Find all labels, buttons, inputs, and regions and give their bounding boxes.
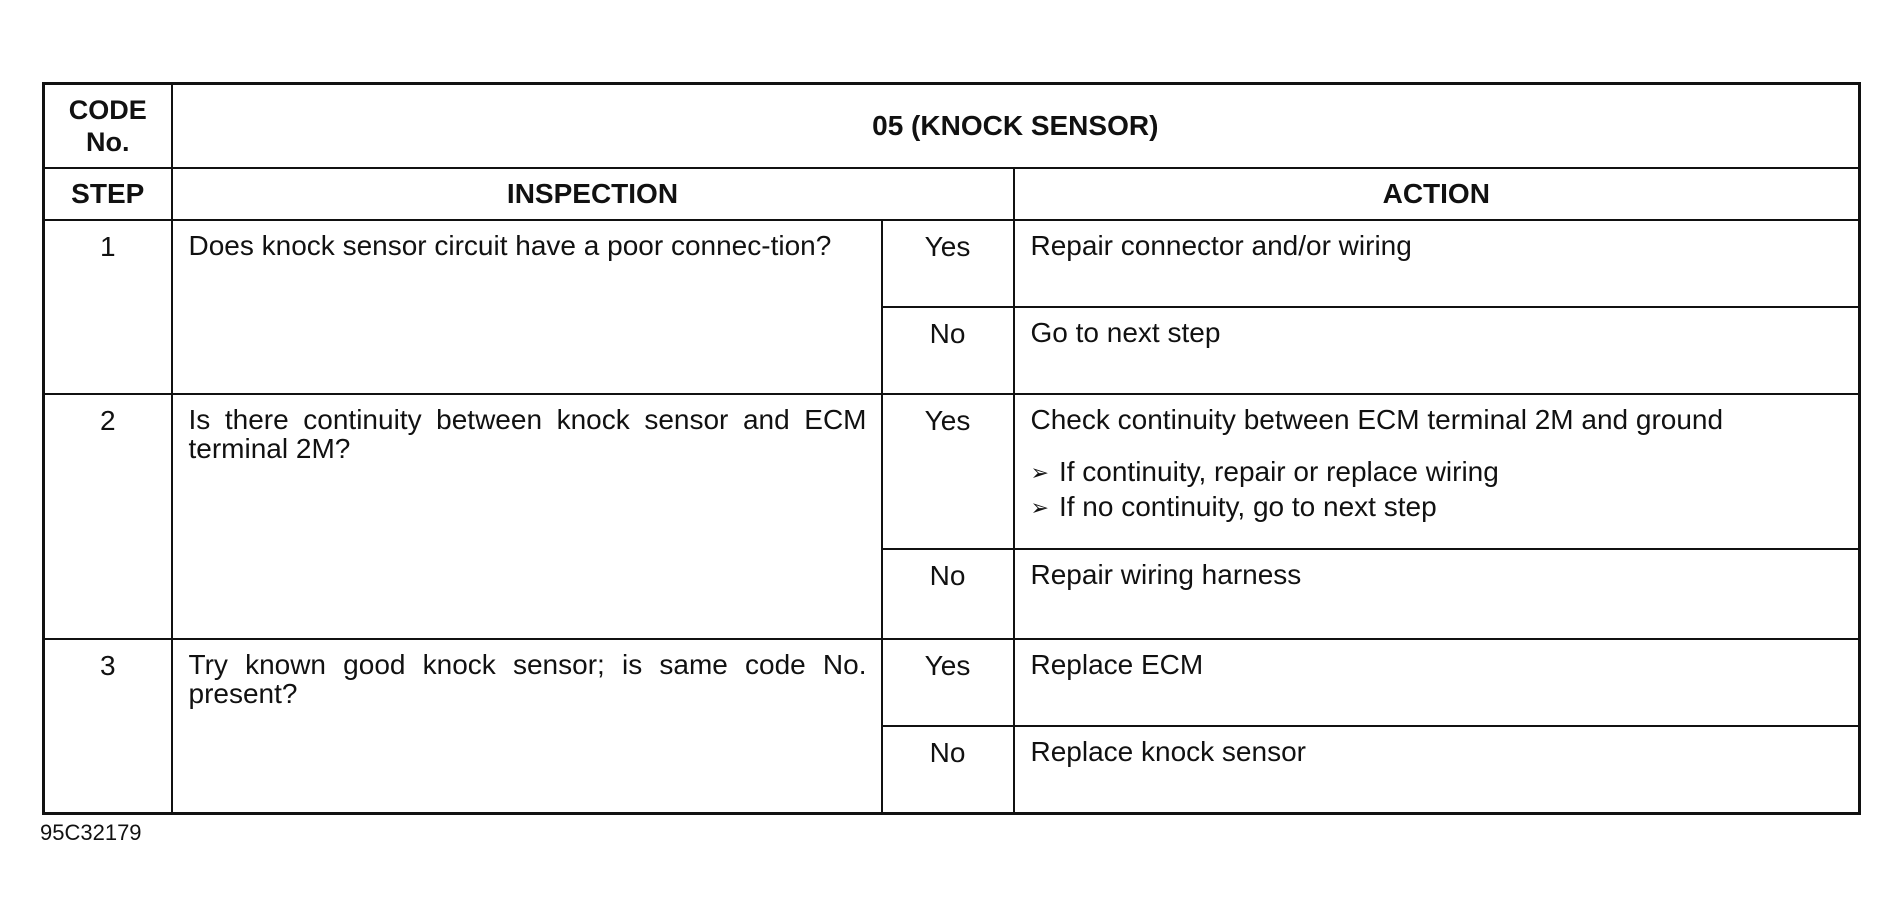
code-no-header xyxy=(44,84,172,169)
diagnostic-table xyxy=(42,82,1861,815)
action-yes-text: Check continuity between ECM terminal 2M and ground xyxy=(1030,404,1724,435)
step-header: STEP xyxy=(44,168,172,220)
answer-yes: Yes xyxy=(882,220,1014,307)
step-number: 2 xyxy=(44,394,172,639)
inspection-question: Try known good knock sensor; is same code No. present? xyxy=(172,639,882,814)
code-label-line1: CODE xyxy=(68,95,147,125)
action-subitem-text: If continuity, repair or replace wiring xyxy=(1058,456,1499,487)
action-no: Go to next step xyxy=(1014,307,1860,394)
answer-yes: Yes xyxy=(882,639,1014,726)
table-row xyxy=(44,639,1860,726)
code-title-text: 05 (KNOCK SENSOR) xyxy=(872,110,1159,141)
column-header-row xyxy=(44,168,1860,220)
step-number: 1 xyxy=(44,220,172,394)
code-title xyxy=(172,84,1860,169)
arrow-right-icon: ➢ xyxy=(1030,495,1049,520)
action-yes: Replace ECM xyxy=(1014,639,1860,726)
answer-no: No xyxy=(882,726,1014,814)
answer-no: No xyxy=(882,549,1014,639)
answer-no: No xyxy=(882,307,1014,394)
action-no: Repair wiring harness xyxy=(1014,549,1860,639)
action-subitem xyxy=(1031,490,1845,525)
table-row xyxy=(44,394,1860,549)
action-no: Replace knock sensor xyxy=(1014,726,1860,814)
code-label-line2: No. xyxy=(86,127,130,157)
answer-yes: Yes xyxy=(882,394,1014,549)
inspection-question: Is there continuity between knock sensor and ECM terminal 2M? xyxy=(172,394,882,639)
action-subitem-text: If no continuity, go to next step xyxy=(1058,491,1437,522)
action-yes: Repair connector and/or wiring xyxy=(1014,220,1860,307)
action-yes xyxy=(1014,394,1860,549)
inspection-header: INSPECTION xyxy=(172,168,1014,220)
figure-id: 95C32179 xyxy=(40,820,142,845)
step-number: 3 xyxy=(44,639,172,814)
arrow-right-icon: ➢ xyxy=(1030,460,1049,485)
action-subitem xyxy=(1031,455,1845,490)
code-row xyxy=(44,84,1860,169)
table-row xyxy=(44,220,1860,307)
action-subitems xyxy=(1031,455,1845,525)
inspection-question: Does knock sensor circuit have a poor connec-tion? xyxy=(172,220,882,394)
action-header: ACTION xyxy=(1014,168,1860,220)
